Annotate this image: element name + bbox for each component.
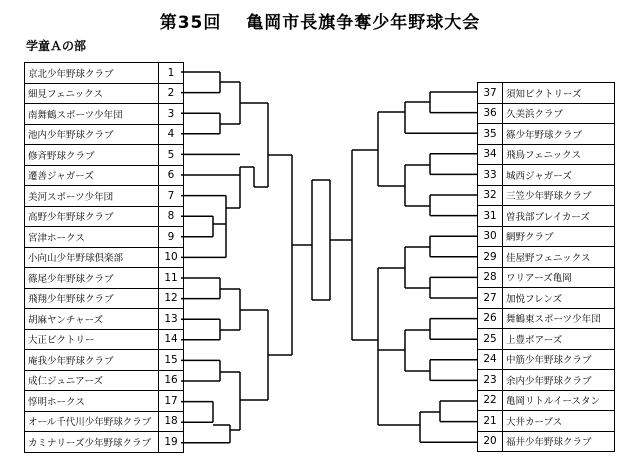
team-number: 6 bbox=[159, 165, 184, 186]
team-name: 三笠少年野球クラブ bbox=[503, 185, 615, 206]
team-number: 2 bbox=[159, 83, 184, 104]
team-name: 中筋少年野球クラブ bbox=[503, 349, 615, 370]
team-number: 16 bbox=[159, 370, 184, 391]
team-number: 18 bbox=[159, 411, 184, 432]
team-number: 36 bbox=[478, 103, 503, 124]
team-number: 27 bbox=[478, 288, 503, 309]
team-number: 29 bbox=[478, 247, 503, 268]
team-name: 舞鶴東スポーツ少年団 bbox=[503, 308, 615, 329]
team-number: 9 bbox=[159, 227, 184, 248]
team-number: 11 bbox=[159, 268, 184, 289]
team-number: 31 bbox=[478, 206, 503, 227]
team-number: 28 bbox=[478, 267, 503, 288]
team-name: 須知ビクトリーズ bbox=[503, 83, 615, 104]
team-name: 城西ジャガーズ bbox=[503, 165, 615, 186]
team-number: 24 bbox=[478, 349, 503, 370]
team-name: 網野クラブ bbox=[503, 226, 615, 247]
team-number: 22 bbox=[478, 390, 503, 411]
team-name: オール千代川少年野球クラブ bbox=[25, 411, 159, 432]
team-number: 35 bbox=[478, 124, 503, 145]
team-number: 32 bbox=[478, 185, 503, 206]
team-name: 庵我少年野球クラブ bbox=[25, 350, 159, 371]
team-name: 亀岡リトルイースタン bbox=[503, 390, 615, 411]
team-name: 細見フェニックス bbox=[25, 83, 159, 104]
team-name: 小向山少年野球倶楽部 bbox=[25, 247, 159, 268]
team-number: 33 bbox=[478, 165, 503, 186]
team-name: 篠少年野球クラブ bbox=[503, 124, 615, 145]
page-title: 第35回 亀岡市長旗争奪少年野球大会 bbox=[159, 13, 481, 33]
team-number: 21 bbox=[478, 411, 503, 432]
team-name: 高野少年野球クラブ bbox=[25, 206, 159, 227]
team-name: ワリアーズ亀岡 bbox=[503, 267, 615, 288]
team-number: 5 bbox=[159, 145, 184, 166]
team-name: 京北少年野球クラブ bbox=[25, 63, 159, 84]
team-name: 成仁ジュニアーズ bbox=[25, 370, 159, 391]
team-number: 19 bbox=[159, 432, 184, 453]
team-name: 福井少年野球クラブ bbox=[503, 431, 615, 452]
team-number: 10 bbox=[159, 247, 184, 268]
team-name: 惇明ホークス bbox=[25, 391, 159, 412]
team-name: 曽我部ブレイカーズ bbox=[503, 206, 615, 227]
team-name: 余内少年野球クラブ bbox=[503, 370, 615, 391]
team-name: 遷善ジャガーズ bbox=[25, 165, 159, 186]
team-name: 上豊ボアーズ bbox=[503, 329, 615, 350]
team-number: 26 bbox=[478, 308, 503, 329]
team-name: 飛翔少年野球クラブ bbox=[25, 288, 159, 309]
team-name: 大井カーブス bbox=[503, 411, 615, 432]
team-name: 南舞鶴スポーツ少年団 bbox=[25, 104, 159, 125]
team-name: 篠尾少年野球クラブ bbox=[25, 268, 159, 289]
team-number: 25 bbox=[478, 329, 503, 350]
team-name: 大正ビクトリー bbox=[25, 329, 159, 350]
team-name: 胡麻ヤンチャーズ bbox=[25, 309, 159, 330]
team-number: 37 bbox=[478, 83, 503, 104]
team-name: 加悦フレンズ bbox=[503, 288, 615, 309]
team-number: 15 bbox=[159, 350, 184, 371]
team-name: 修斉野球クラブ bbox=[25, 145, 159, 166]
team-number: 20 bbox=[478, 431, 503, 452]
team-number: 34 bbox=[478, 144, 503, 165]
team-number: 13 bbox=[159, 309, 184, 330]
team-name: 宮津ホークス bbox=[25, 227, 159, 248]
team-name: 池内少年野球クラブ bbox=[25, 124, 159, 145]
team-number: 4 bbox=[159, 124, 184, 145]
team-name: 飛鳥フェニックス bbox=[503, 144, 615, 165]
team-number: 17 bbox=[159, 391, 184, 412]
team-number: 30 bbox=[478, 226, 503, 247]
team-name: カミナリーズ少年野球クラブ bbox=[25, 432, 159, 453]
team-number: 3 bbox=[159, 104, 184, 125]
team-number: 7 bbox=[159, 186, 184, 207]
team-number: 23 bbox=[478, 370, 503, 391]
team-number: 8 bbox=[159, 206, 184, 227]
team-name: 佳屋野フェニックス bbox=[503, 247, 615, 268]
team-name: 久美浜クラブ bbox=[503, 103, 615, 124]
team-number: 1 bbox=[159, 63, 184, 84]
section-label: 学童Ａの部 bbox=[26, 39, 87, 53]
team-number: 12 bbox=[159, 288, 184, 309]
team-number: 14 bbox=[159, 329, 184, 350]
team-name: 美河スポーツ少年団 bbox=[25, 186, 159, 207]
